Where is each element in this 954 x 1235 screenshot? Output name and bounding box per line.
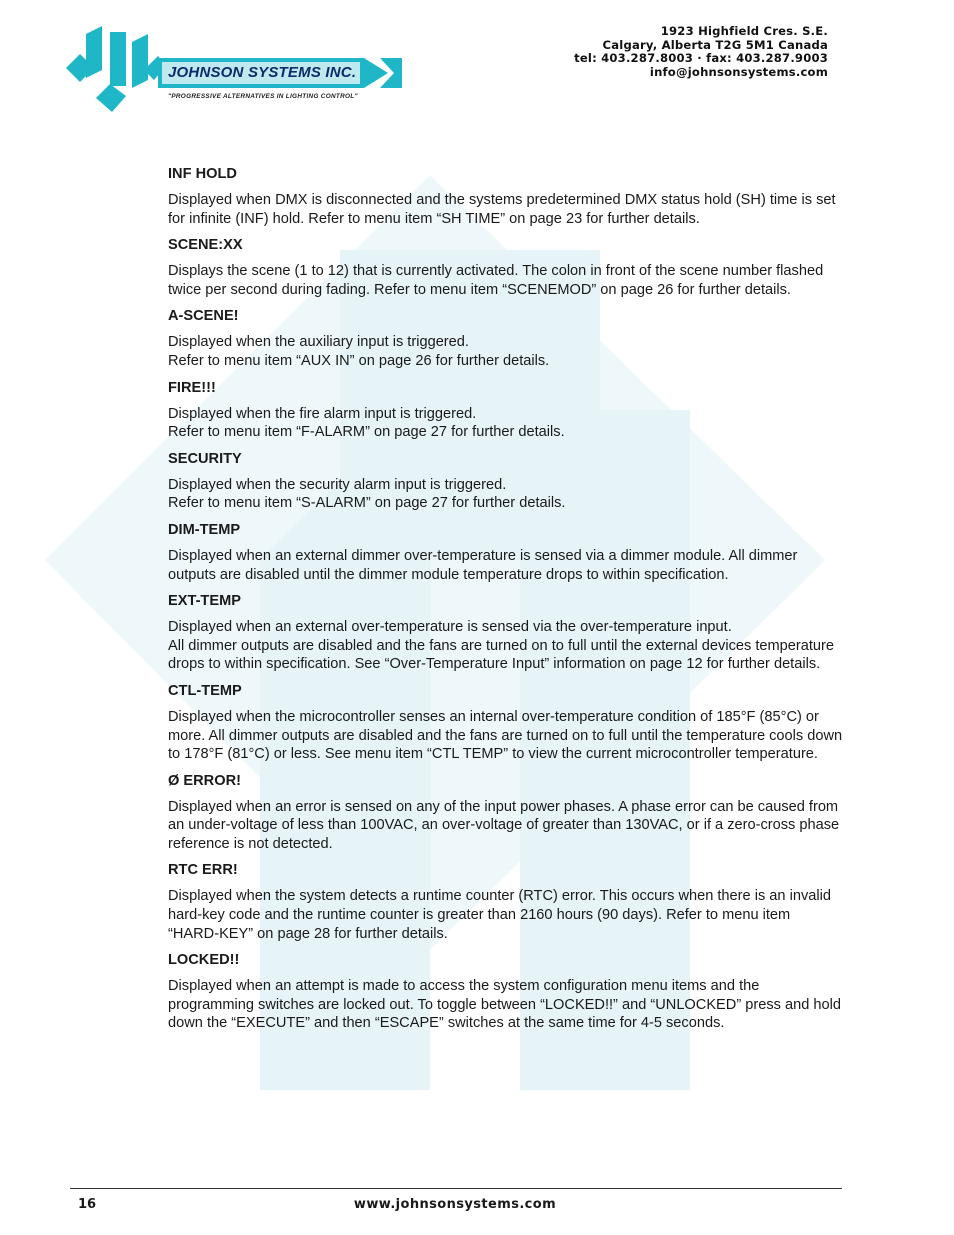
page-number: 16 bbox=[78, 1197, 97, 1212]
footer-divider bbox=[70, 1188, 842, 1189]
entry-description: Displayed when the fire alarm input is triggered. Refer to menu item “F-ALARM” on page 27 for further details. bbox=[168, 405, 565, 441]
entry-title: DIM-TEMP bbox=[168, 521, 241, 538]
entry-title: SCENE:XX bbox=[168, 237, 243, 254]
entry-description: Displayed when the microcontroller senses an internal over-temperature condition of 185°F (85°C) or more. All dimmer outputs are disabled and the fans are turned on to full until the temperature cools down to 178°F (81°C) or less. See menu item “CTL TEMP” to view the current microcontroller temperature. bbox=[168, 708, 843, 763]
contact-phone-fax: tel: 403.287.8003 · fax: 403.287.9003 bbox=[574, 51, 828, 66]
entry-title: RTC ERR! bbox=[168, 862, 238, 879]
message-entry bbox=[168, 165, 844, 228]
document-body bbox=[168, 165, 844, 1041]
message-entry bbox=[168, 379, 844, 442]
entry-description: Displayed when an external dimmer over-temperature is sensed via a dimmer module. All dimmer outputs are disabled until the dimmer module temperature drops to within specification. bbox=[168, 547, 798, 583]
entry-title: CTL-TEMP bbox=[168, 682, 242, 699]
entry-description: Displayed when an error is sensed on any of the input power phases. A phase error can be caused from an under-voltage of less than 100VAC, an over-voltage of greater than 130VAC, or if a zero-cross phase reference is not detected. bbox=[168, 798, 840, 852]
message-entry bbox=[168, 951, 844, 1033]
company-tagline: "PROGRESSIVE ALTERNATIVES IN LIGHTING CONTROL" bbox=[168, 93, 358, 100]
footer-website: www.johnsonsystems.com bbox=[353, 1197, 557, 1212]
message-entry bbox=[168, 307, 844, 370]
entry-title: EXT-TEMP bbox=[168, 593, 241, 610]
company-name: JOHNSON SYSTEMS INC. bbox=[168, 64, 357, 81]
message-entry bbox=[168, 450, 844, 513]
entry-description: Displayed when the auxiliary input is triggered. Refer to menu item “AUX IN” on page 26 for further details. bbox=[168, 334, 550, 369]
entry-description: Displayed when the security alarm input is triggered. Refer to menu item “S-ALARM” on page 27 for further details. bbox=[168, 476, 566, 512]
entry-title: INF HOLD bbox=[168, 166, 237, 182]
message-entry bbox=[168, 521, 844, 584]
company-logo-icon bbox=[66, 26, 166, 116]
contact-email: info@johnsonsystems.com bbox=[649, 65, 828, 80]
message-entry bbox=[168, 772, 844, 854]
entry-title: SECURITY bbox=[168, 450, 242, 467]
entry-description: Displayed when an external over-temperature is sensed via the over-temperature input. All dimmer outputs are disabled and the fans are turned on to full until the external devices temperature drops to within specification. See “Over-Temperature Input” information on page 12 for further details. bbox=[168, 619, 835, 673]
message-entry bbox=[168, 682, 844, 764]
entry-description: Displays the scene (1 to 12) that is currently activated. The colon in front of the scene number flashed twice per second during fading. Refer to menu item “SCENEMOD” on page 26 for further details. bbox=[168, 263, 824, 298]
address-line: 1923 Highfield Cres. S.E. bbox=[660, 24, 828, 38]
entry-title: A-SCENE! bbox=[168, 308, 239, 325]
message-entry bbox=[168, 861, 844, 943]
message-entry bbox=[168, 236, 844, 299]
page-header bbox=[0, 0, 954, 140]
entry-title: FIRE!!! bbox=[168, 379, 216, 396]
company-address bbox=[574, 25, 828, 80]
entry-description: Displayed when the system detects a runtime counter (RTC) error. This occurs when there is an invalid hard-key code and the runtime counter is greater than 2160 hours (90 days). Refer to menu item “HARD-KEY” on page 28 for further details. bbox=[168, 888, 831, 942]
address-line: Calgary, Alberta T2G 5M1 Canada bbox=[602, 37, 828, 52]
entry-description: Displayed when an attempt is made to access the system configuration menu items and the programming switches are locked out. To toggle between “LOCKED!!” and “UNLOCKED” press and hold down the “EXECUTE” and then “ESCAPE” switches at the same time for 4-5 seconds. bbox=[168, 978, 841, 1032]
message-entry bbox=[168, 592, 844, 674]
entry-description: Displayed when DMX is disconnected and the systems predetermined DMX status hold (SH) time is set for infinite (INF) hold. Refer to menu item “SH TIME” on page 23 for further details. bbox=[168, 192, 836, 227]
entry-title: Ø ERROR! bbox=[168, 772, 241, 789]
entry-title: LOCKED!! bbox=[168, 952, 240, 969]
